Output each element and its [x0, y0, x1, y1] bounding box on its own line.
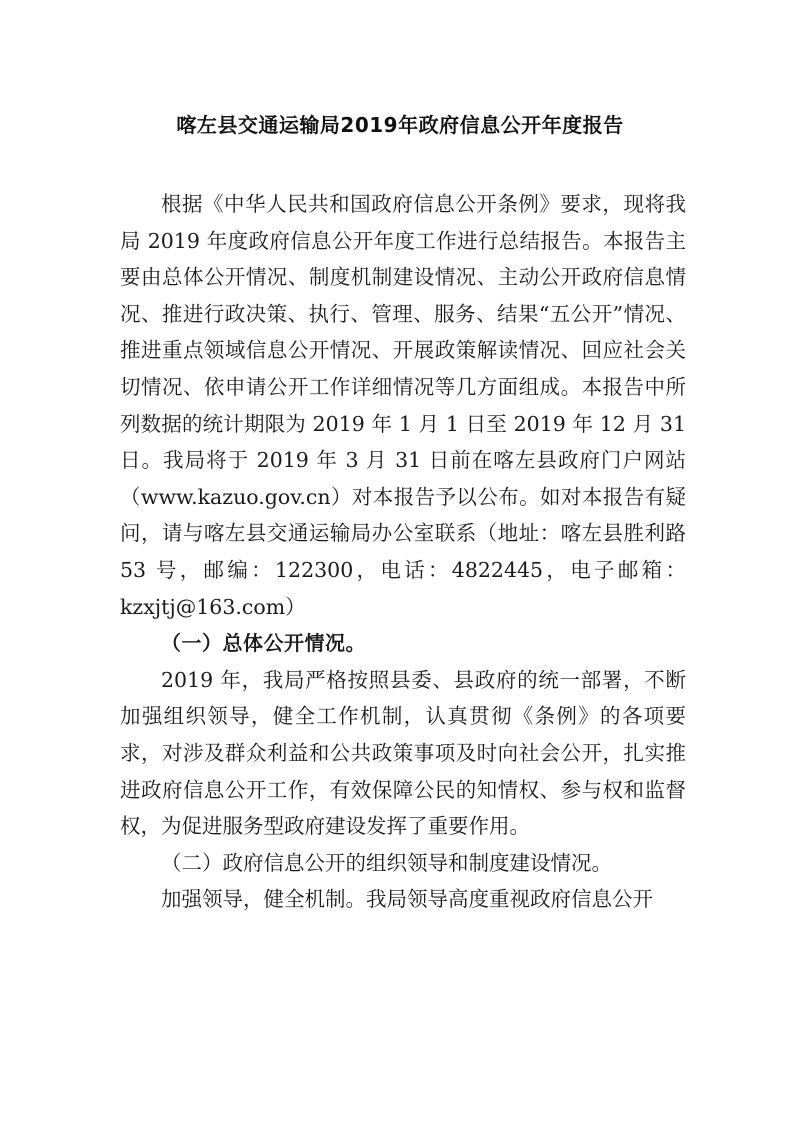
- intro-paragraph: 根据《中华人民共和国政府信息公开条例》要求，现将我局 2019 年度政府信息公开年度工作进行总结报告。本报告主要由总体公开情况、制度机制建设情况、主动公开政府信息情况、推进行政决策、执行、管理、服务、结果“五公开”情况、推进重点领域信息公开情况、开展政策解读情况、回应社会关切情况、依申请公开工作详细情况等几方面组成。本报告中所列数据的统计期限为 2019 年 1 月 1 日至 2019 年 12 月 31 日。我局将于 2019 年 3 月 31 日前在喀左县政府门户网站（www.kazuo.gov.cn）对本报告予以公布。如对本报告有疑问，请与喀左县交通运输局办公室联系（地址：喀左县胜利路 53 号，邮编：122300，电话：4822445，电子邮箱：kzxjtj@163.com）: [120, 192, 686, 619]
- section-heading-organization: （二）政府信息公开的组织领导和制度建设情况。: [161, 850, 612, 875]
- document-body: [120, 186, 686, 918]
- document-title: 喀左县交通运输局2019年政府信息公开年度报告: [176, 113, 624, 137]
- section-heading-overall: （一）总体公开情况。: [161, 631, 366, 656]
- organization-paragraph: 加强领导，健全机制。我局领导高度重视政府信息公开: [161, 887, 653, 912]
- overall-paragraph: 2019 年，我局严格按照县委、县政府的统一部署，不断加强组织领导，健全工作机制，认真贯彻《条例》的各项要求，对涉及群众利益和公共政策事项及时向社会公开，扎实推进政府信息公开工作，有效保障公民的知情权、参与权和监督权，为促进服务型政府建设发挥了重要作用。: [120, 667, 686, 839]
